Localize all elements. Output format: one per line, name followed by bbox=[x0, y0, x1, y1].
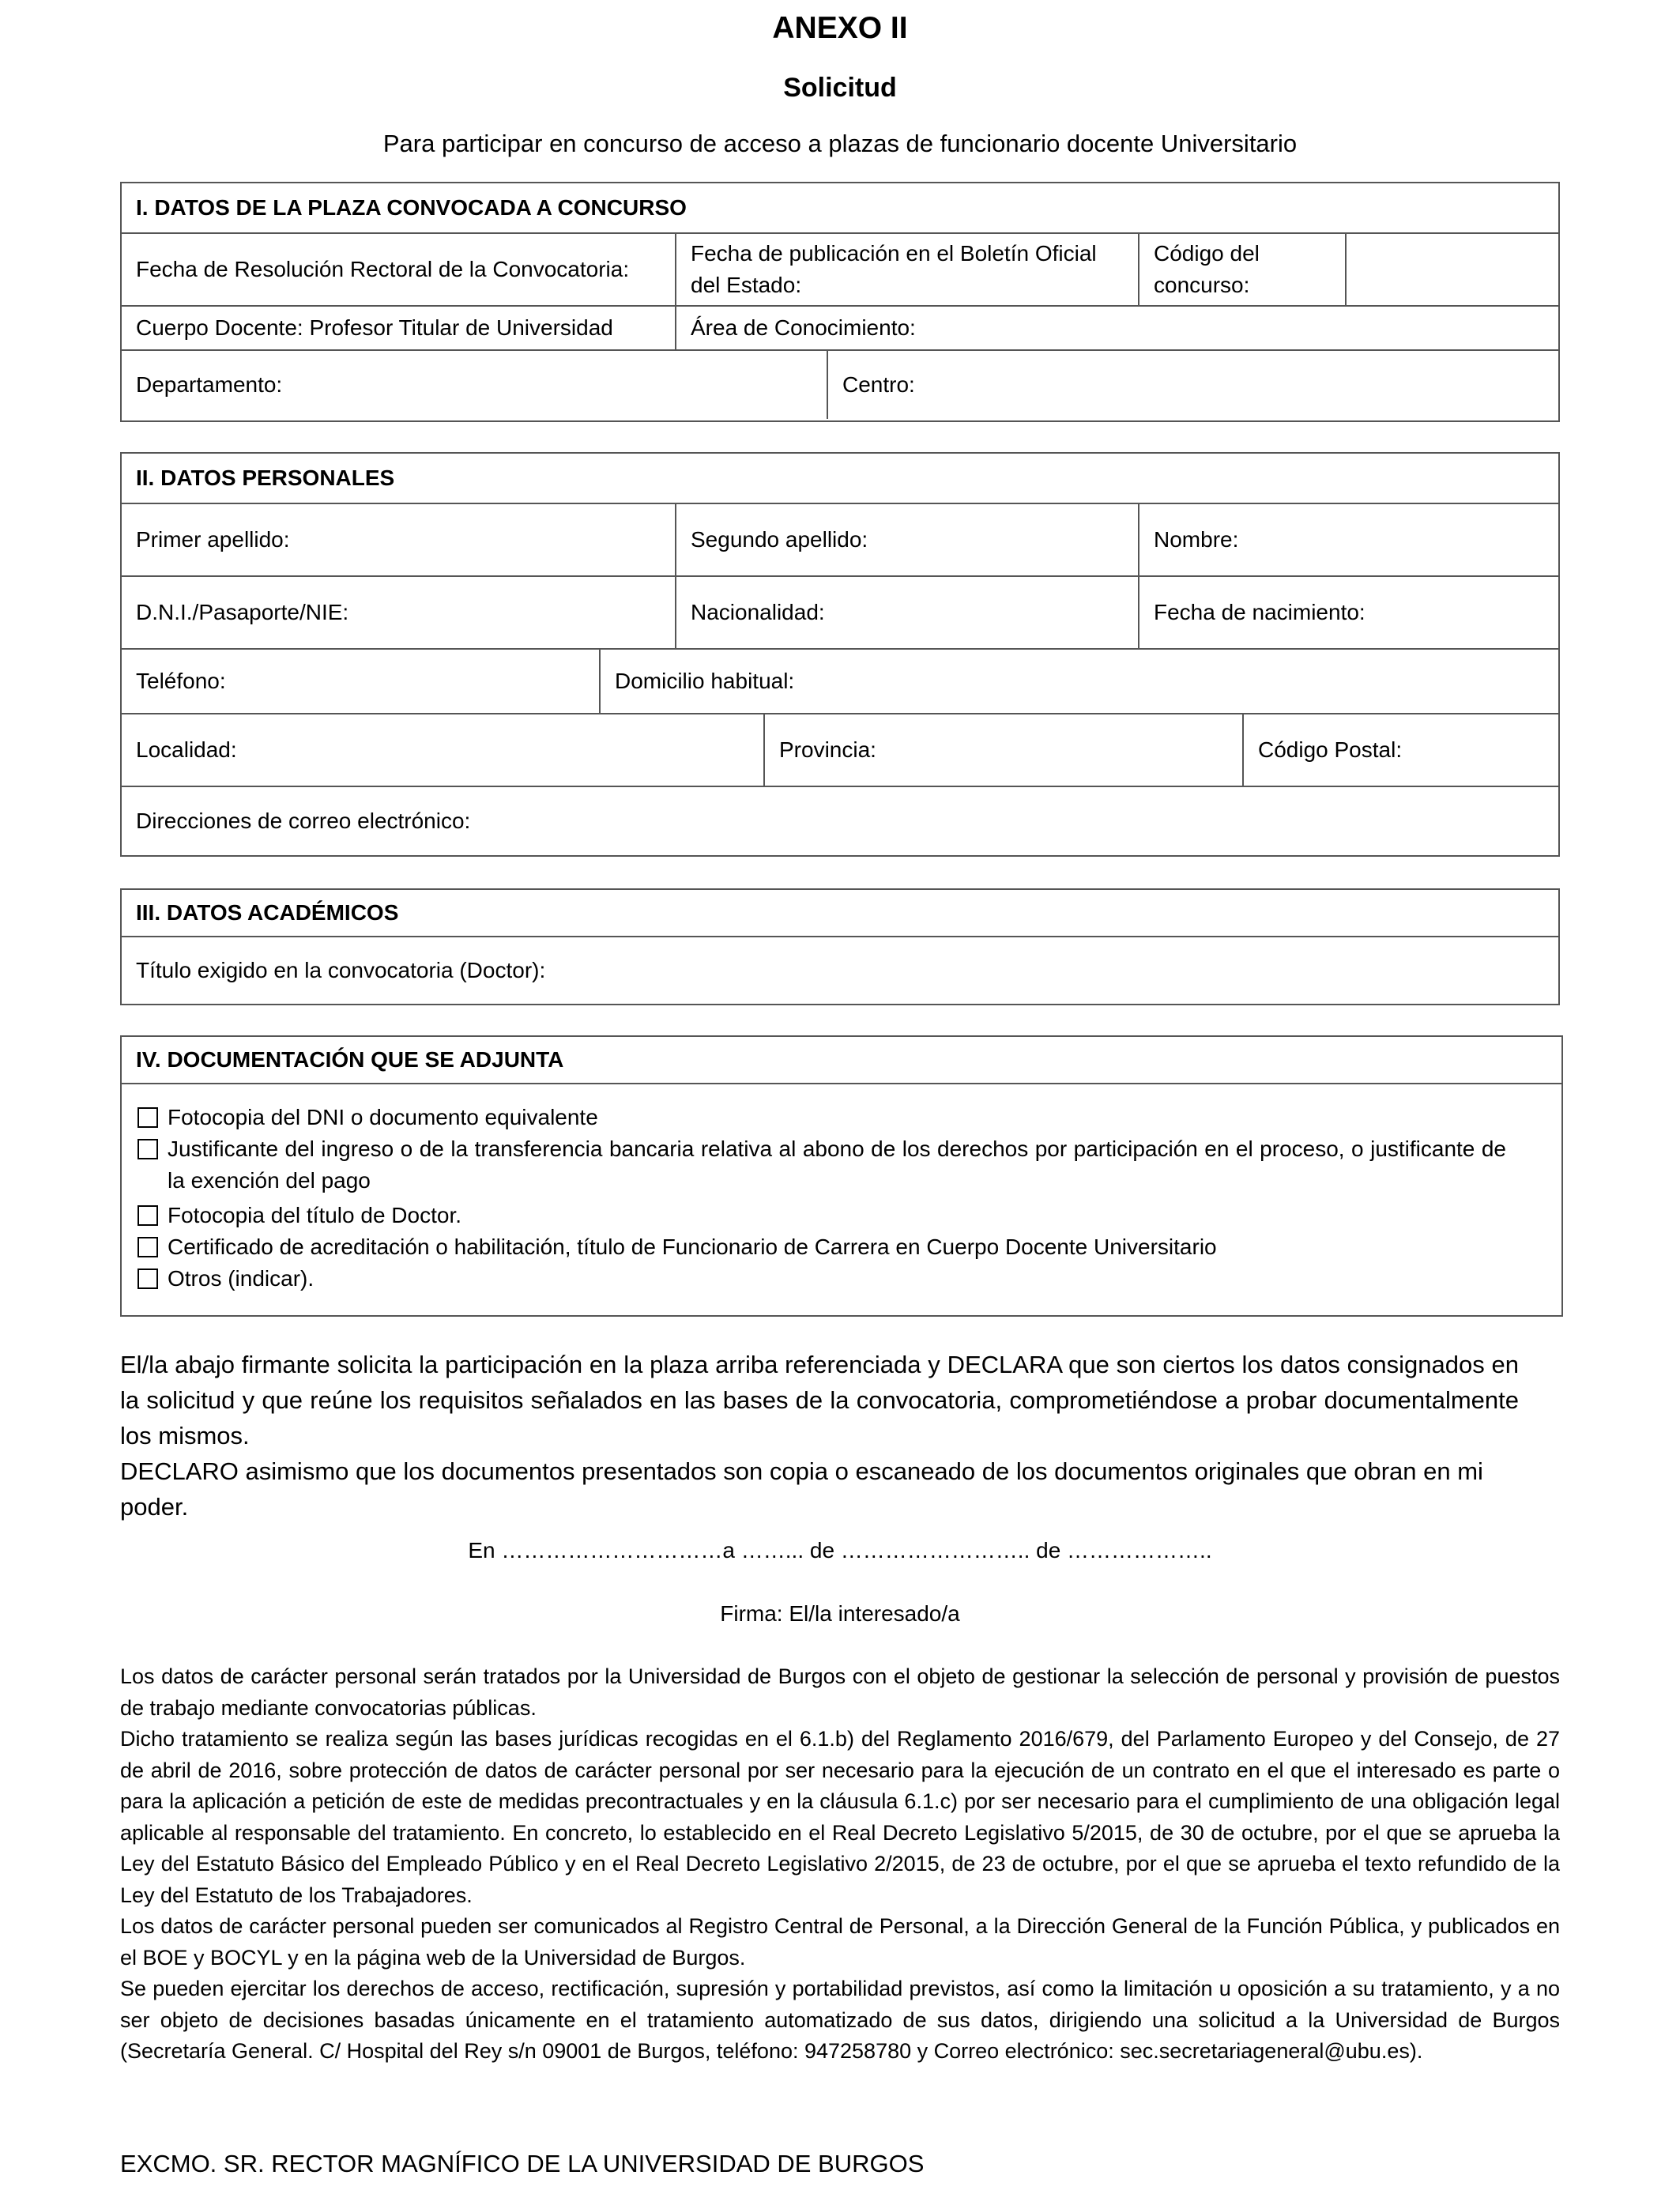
section-heading: II. DATOS PERSONALES bbox=[136, 466, 395, 490]
privacy-paragraph: Se pueden ejercitar los derechos de acceso, rectificación, supresión y portabilidad previstos, así como la limitación u oposición a su tratamiento, y a no ser objeto de decisiones basadas únicamente en el tratamiento automatizado de sus datos, dirigiendo una solicitud a la Universidad de Burgos (Secretaría General. C/ Hospital del Rey s/n 09001 de Burgos, teléfono: 947258780 y Correo electrónico: sec.secretariageneral@ubu.es). bbox=[120, 1977, 1560, 2063]
domicilio-field[interactable] bbox=[601, 650, 1558, 713]
codigo-concurso-label bbox=[1139, 234, 1347, 305]
fecha-resolucion-field[interactable] bbox=[122, 234, 676, 305]
primer-apellido-field[interactable] bbox=[122, 504, 676, 575]
checklist-label: Justificante del ingreso o de la transferencia bancaria relativa al abono de los derechos por participación en el proceso, o justificante de la exención del pago bbox=[168, 1137, 1506, 1193]
declaration-paragraph: DECLARO asimismo que los documentos presentados son copia o escaneado de los documentos originales que obran en mi poder. bbox=[120, 1457, 1483, 1521]
field-label: Código Postal: bbox=[1258, 737, 1403, 762]
field-label: Provincia: bbox=[779, 737, 876, 762]
telefono-field[interactable] bbox=[122, 650, 601, 713]
field-label: Primer apellido: bbox=[136, 527, 290, 552]
checklist-item-titulo-doctor[interactable] bbox=[137, 1200, 1546, 1231]
segundo-apellido-field[interactable] bbox=[676, 504, 1139, 575]
dni-field[interactable] bbox=[122, 577, 676, 648]
addressee: EXCMO. SR. RECTOR MAGNÍFICO DE LA UNIVERSIDAD DE BURGOS bbox=[120, 2150, 925, 2177]
signature-label: Firma: El/la interesado/a bbox=[720, 1601, 960, 1626]
field-label: Departamento: bbox=[136, 372, 283, 397]
field-label: Teléfono: bbox=[136, 669, 226, 693]
provincia-field[interactable] bbox=[765, 714, 1244, 786]
nacionalidad-field[interactable] bbox=[676, 577, 1139, 648]
field-label: Cuerpo Docente: Profesor Titular de Universidad bbox=[136, 315, 613, 340]
codigo-postal-field[interactable] bbox=[1244, 714, 1558, 786]
localidad-field[interactable] bbox=[122, 714, 765, 786]
checklist-item-certificado[interactable] bbox=[137, 1231, 1546, 1263]
checklist-item-otros[interactable] bbox=[137, 1263, 1546, 1295]
field-label: Segundo apellido: bbox=[691, 527, 868, 552]
field-label: Localidad: bbox=[136, 737, 237, 762]
checklist-label: Fotocopia del título de Doctor. bbox=[168, 1203, 461, 1227]
fecha-nacimiento-field[interactable] bbox=[1139, 577, 1558, 648]
checkbox[interactable] bbox=[137, 1269, 158, 1289]
checklist-label: Fotocopia del DNI o documento equivalente bbox=[168, 1105, 598, 1129]
field-label: Título exigido en la convocatoria (Doctor): bbox=[136, 958, 546, 982]
nombre-field[interactable] bbox=[1139, 504, 1558, 575]
checkbox[interactable] bbox=[137, 1107, 158, 1128]
page-title: ANEXO II bbox=[772, 11, 908, 45]
section-heading: III. DATOS ACADÉMICOS bbox=[136, 900, 399, 925]
documentacion-checklist bbox=[122, 1084, 1561, 1315]
date-place-line: En …………………………a ……... de …………………….. de ……………….. bbox=[468, 1538, 1212, 1563]
checkbox[interactable] bbox=[137, 1139, 158, 1159]
cuerpo-docente-field bbox=[122, 307, 676, 349]
area-conocimiento-field[interactable] bbox=[676, 307, 1558, 349]
section-plaza bbox=[120, 182, 1560, 422]
checklist-item-justificante[interactable] bbox=[137, 1133, 1546, 1197]
privacy-paragraph: Los datos de carácter personal serán tratados por la Universidad de Burgos con el objeto de gestionar la selección de personal y provisión de puestos de trabajo mediante convocatorias públicas. bbox=[120, 1664, 1560, 1720]
correo-field[interactable] bbox=[122, 787, 1558, 855]
form-purpose: Para participar en concurso de acceso a plazas de funcionario docente Universitario bbox=[382, 130, 1298, 157]
field-label: Direcciones de correo electrónico: bbox=[136, 809, 471, 833]
field-label: Centro: bbox=[842, 372, 915, 397]
field-label: Área de Conocimiento: bbox=[691, 315, 916, 340]
field-label: Código del concurso: bbox=[1154, 241, 1260, 297]
checkbox[interactable] bbox=[137, 1237, 158, 1257]
departamento-field[interactable] bbox=[122, 351, 828, 419]
section-datos-personales bbox=[120, 452, 1560, 857]
centro-field[interactable] bbox=[828, 351, 1558, 419]
section-datos-academicos bbox=[120, 888, 1560, 1005]
page-subtitle: Solicitud bbox=[783, 73, 897, 103]
privacy-notice bbox=[120, 1661, 1560, 2068]
section-heading: I. DATOS DE LA PLAZA CONVOCADA A CONCURSO bbox=[136, 195, 687, 220]
field-label: Domicilio habitual: bbox=[615, 669, 795, 693]
checklist-label: Certificado de acreditación o habilitación, título de Funcionario de Carrera en Cuerpo Docente Universitario bbox=[168, 1235, 1217, 1259]
titulo-exigido-field[interactable] bbox=[122, 937, 1558, 1004]
privacy-paragraph: Los datos de carácter personal pueden ser comunicados al Registro Central de Personal, a la Dirección General de la Función Pública, y publicados en el BOE y BOCYL y en la página web de la Universidad de Burgos. bbox=[120, 1914, 1560, 1970]
section-heading: IV. DOCUMENTACIÓN QUE SE ADJUNTA bbox=[136, 1047, 564, 1072]
field-label: Fecha de publicación en el Boletín Oficial del Estado: bbox=[691, 241, 1097, 297]
fecha-publicacion-field[interactable] bbox=[676, 234, 1139, 305]
declaration-paragraph: El/la abajo firmante solicita la participación en la plaza arriba referenciada y DECLARA que son ciertos los datos consignados en la solicitud y que reúne los requisitos señalados en las bases de la convocatoria, comprometiéndose a probar documentalmente los mismos. bbox=[120, 1351, 1519, 1449]
field-label: D.N.I./Pasaporte/NIE: bbox=[136, 600, 349, 624]
field-label: Fecha de Resolución Rectoral de la Convocatoria: bbox=[136, 257, 630, 281]
codigo-concurso-field[interactable] bbox=[1347, 234, 1558, 305]
privacy-paragraph: Dicho tratamiento se realiza según las bases jurídicas recogidas en el 6.1.b) del Reglamento 2016/679, del Parlamento Europeo y del Consejo, de 27 de abril de 2016, sobre protección de datos de carácter personal por ser necesario para la ejecución de un contrato en el que el interesado es parte o para la aplicación a petición de este de medidas precontractuales y en la cláusula 6.1.c) por ser necesario para el cumplimiento de una obligación legal aplicable al responsable del tratamiento. En concreto, lo establecido en el Real Decreto Legislativo 5/2015, de 30 de octubre, por el que se aprueba la Ley del Estatuto Básico del Empleado Público y en el Real Decreto Legislativo 2/2015, de 23 de octubre, por el que se aprueba el texto refundido de la Ley del Estatuto de los Trabajadores. bbox=[120, 1727, 1560, 1907]
field-label: Nombre: bbox=[1154, 527, 1239, 552]
checklist-item-dni[interactable] bbox=[137, 1102, 1546, 1133]
field-label: Fecha de nacimiento: bbox=[1154, 600, 1365, 624]
field-label: Nacionalidad: bbox=[691, 600, 825, 624]
checklist-label: Otros (indicar). bbox=[168, 1266, 315, 1291]
declaration-text bbox=[120, 1347, 1519, 1525]
checkbox[interactable] bbox=[137, 1205, 158, 1226]
section-documentacion bbox=[120, 1035, 1563, 1317]
